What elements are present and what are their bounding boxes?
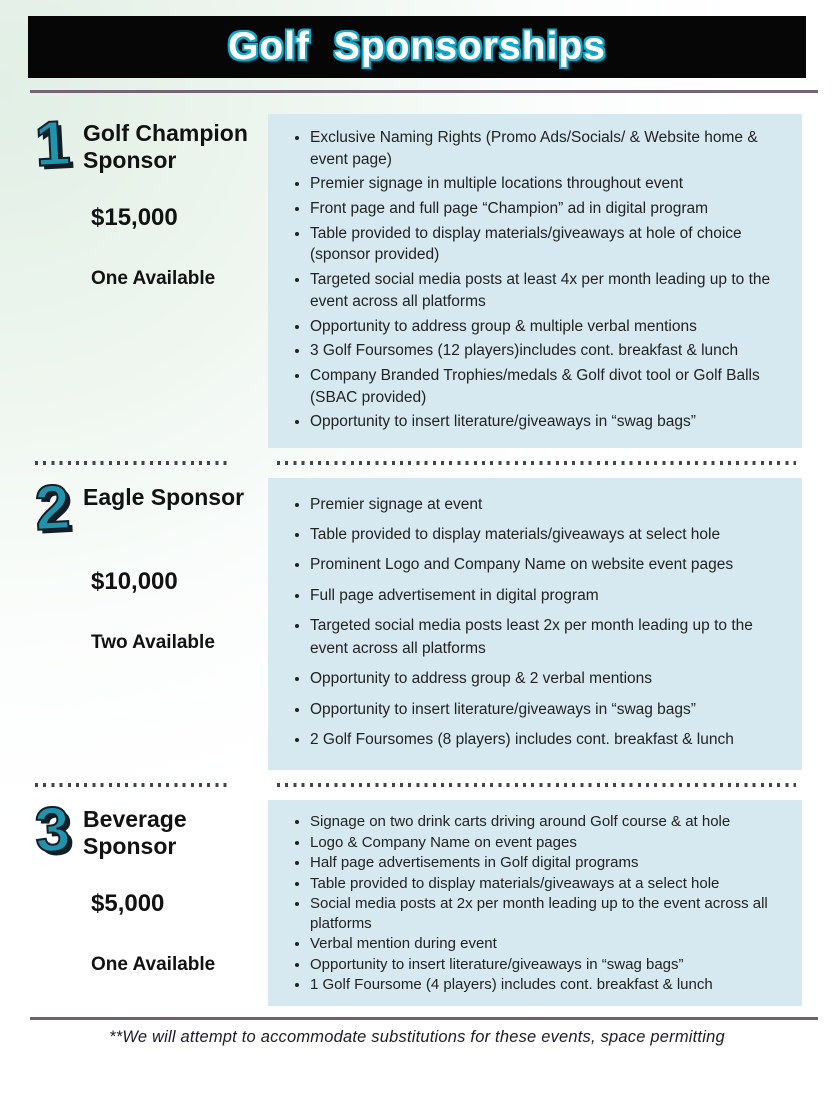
benefit-item: • Signage on two drink carts driving around Golf course & at hole [310, 812, 790, 832]
tier-1-row [33, 108, 802, 448]
dotted-line-gap [231, 461, 277, 465]
benefit-item: • Table provided to display materials/giveaways at select hole [310, 523, 790, 546]
dotted-line-left [35, 783, 231, 787]
benefit-item: • Opportunity to address group & 2 verbal mentions [310, 667, 790, 690]
benefit-item: • Opportunity to insert literature/giveaways in “swag bags” [310, 411, 790, 433]
tier-2-benefits-list [268, 493, 798, 751]
benefit-item: • Company Branded Trophies/medals & Golf divot tool or Golf Balls (SBAC provided) [310, 365, 790, 408]
content [0, 108, 834, 1006]
tier-2-availability: Two Available [91, 631, 215, 653]
benefit-item: • Logo & Company Name on event pages [310, 833, 790, 853]
header-divider-line [30, 90, 818, 93]
benefit-item: • Targeted social media posts least 2x per month leading up to the event across all platforms [310, 614, 790, 661]
tier-3-price: $5,000 [91, 890, 165, 918]
benefit-item: • Opportunity to address group & multiple verbal mentions [310, 316, 790, 338]
tier-3-benefits-list [268, 812, 798, 995]
tier-2-benefits-panel [268, 478, 802, 770]
benefit-item: • Opportunity to insert literature/giveaways in “swag bags” [310, 698, 790, 721]
benefit-item: • Premier signage in multiple locations throughout event [310, 173, 790, 195]
tier-1-benefits-panel [268, 114, 802, 448]
tier-3-name: Beverage Sponsor [83, 806, 187, 860]
tier-2-row [33, 472, 802, 770]
header-bar [28, 16, 806, 78]
benefit-item: • Half page advertisements in Golf digital programs [310, 853, 790, 873]
dotted-line-gap [231, 783, 277, 787]
sponsorship-flyer [0, 16, 834, 1096]
tier-1-head [33, 108, 250, 180]
dotted-line-right [277, 461, 796, 465]
tier-3-head [33, 794, 250, 867]
tier-1-info [33, 108, 268, 448]
dotted-line-right [277, 783, 796, 787]
benefit-item: • 2 Golf Foursomes (8 players) includes cont. breakfast & lunch [310, 728, 790, 751]
tier-1-availability: One Available [91, 268, 216, 290]
tier-3-availability: One Available [91, 954, 216, 976]
benefit-item: • Table provided to display materials/giveaways at a select hole [310, 874, 790, 894]
tier-1-number: 1 [33, 108, 72, 180]
tier-2-head [33, 472, 250, 544]
tier-1-name: Golf Champion Sponsor [83, 120, 248, 174]
tier-3-number: 3 [33, 794, 72, 867]
benefit-item: • Full page advertisement in digital program [310, 584, 790, 607]
tier-3-info [33, 794, 268, 1006]
benefit-item: • Targeted social media posts at least 4x per month leading up to the event across all platforms [310, 269, 790, 312]
benefit-item: • Verbal mention during event [310, 934, 790, 954]
tier-2-name: Eagle Sponsor [83, 483, 245, 510]
tier-3-row [33, 794, 802, 1006]
benefit-item: • Exclusive Naming Rights (Promo Ads/Socials/ & Website home & event page) [310, 127, 790, 170]
tier-2-number: 2 [33, 472, 72, 544]
tier-1-price: $15,000 [91, 204, 178, 232]
tier-1-benefits-list [268, 127, 798, 433]
benefit-item: • Social media posts at 2x per month leading up to the event across all platforms [310, 894, 790, 933]
tier-3-benefits-panel [268, 800, 802, 1006]
divider-1 [35, 461, 802, 465]
benefit-item: • 3 Golf Foursomes (12 players)includes cont. breakfast & lunch [310, 340, 790, 362]
benefit-item: • Table provided to display materials/giveaways at hole of choice (sponsor provided) [310, 223, 790, 266]
tier-2-price: $10,000 [91, 567, 178, 595]
footer-note: **We will attempt to accommodate substitutions for these events, space permitting [109, 1027, 725, 1046]
page-title: Golf Sponsorships [228, 25, 606, 68]
benefit-item: • Opportunity to insert literature/giveaways in “swag bags” [310, 955, 790, 975]
divider-2 [35, 783, 802, 787]
benefit-item: • Prominent Logo and Company Name on website event pages [310, 553, 790, 576]
footer-divider-line [30, 1017, 818, 1020]
benefit-item: • Premier signage at event [310, 493, 790, 516]
tier-2-info [33, 472, 268, 770]
dotted-line-left [35, 461, 231, 465]
benefit-item: • 1 Golf Foursome (4 players) includes cont. breakfast & lunch [310, 975, 790, 995]
benefit-item: • Front page and full page “Champion” ad in digital program [310, 198, 790, 220]
